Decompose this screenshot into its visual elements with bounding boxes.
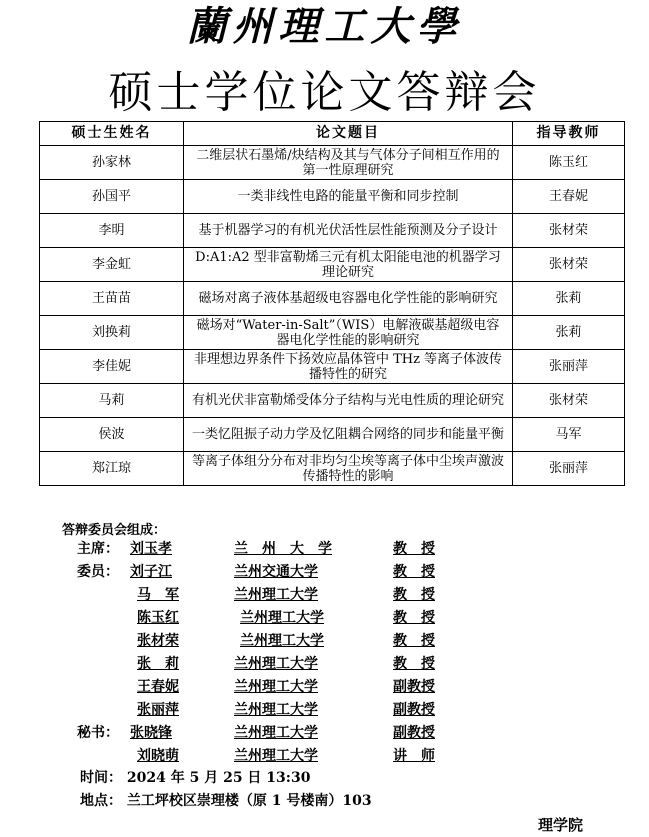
member-rank: 教 授	[393, 633, 435, 649]
member-rank: 教 授	[393, 610, 435, 626]
committee-member	[0, 676, 649, 698]
member-name: 陈玉红	[137, 610, 179, 626]
table-row	[40, 418, 625, 452]
member-role: 委员：	[77, 564, 119, 580]
header-student: 硕士生姓名	[40, 122, 184, 146]
defense-table	[39, 121, 625, 486]
thesis-topic: 基于机器学习的有机光伏活性层性能预测及分子设计	[184, 214, 513, 248]
member-rank: 教 授	[393, 587, 435, 603]
student-name: 王苗苗	[40, 282, 184, 316]
student-name: 李明	[40, 214, 184, 248]
advisor-name: 张材荣	[513, 248, 625, 282]
member-rank: 教 授	[393, 656, 435, 672]
member-name: 张材荣	[137, 633, 179, 649]
thesis-topic: 等离子体组分分布对非均匀尘埃等离子体中尘埃声激波传播特性的影响	[184, 452, 513, 486]
member-org: 兰 州 大 学	[234, 541, 332, 557]
committee-member	[0, 538, 649, 560]
member-org: 兰州理工大学	[234, 679, 318, 695]
member-org: 兰州理工大学	[234, 702, 318, 718]
member-name: 张晓锋	[130, 725, 172, 741]
member-role: 秘书：	[77, 725, 119, 741]
member-rank: 副教授	[393, 725, 435, 741]
member-org: 兰州理工大学	[234, 587, 318, 603]
student-name: 郑江琼	[40, 452, 184, 486]
member-rank: 副教授	[393, 702, 435, 718]
thesis-topic: 磁场对“Water-in-Salt”（WIS）电解液碳基超级电容器电化学性能的影响研究	[184, 316, 513, 350]
student-name: 孙国平	[40, 180, 184, 214]
thesis-topic: 一类非线性电路的能量平衡和同步控制	[184, 180, 513, 214]
committee-member	[0, 561, 649, 583]
student-name: 刘换莉	[40, 316, 184, 350]
university-name: 蘭州理工大學	[186, 3, 463, 50]
student-name: 孙家林	[40, 146, 184, 180]
committee-member	[0, 630, 649, 652]
committee-member	[0, 653, 649, 675]
student-name: 侯波	[40, 418, 184, 452]
member-org: 兰州理工大学	[234, 656, 318, 672]
table-row	[40, 316, 625, 350]
committee-heading: 答辩委员会组成：	[62, 523, 167, 538]
student-name: 李佳妮	[40, 350, 184, 384]
page-title: 硕士学位论文答辩会	[108, 67, 541, 118]
defense-location: 地点： 兰工坪校区崇理楼（原 1 号楼南）103	[80, 793, 372, 809]
header-advisor: 指导教师	[513, 122, 625, 146]
thesis-topic: 一类忆阻振子动力学及忆阻耦合网络的同步和能量平衡	[184, 418, 513, 452]
advisor-name: 陈玉红	[513, 146, 625, 180]
member-name: 刘玉孝	[130, 541, 172, 557]
member-org: 兰州理工大学	[240, 610, 324, 626]
member-rank: 教 授	[393, 564, 435, 580]
member-name: 马 军	[137, 587, 179, 603]
member-org: 兰州理工大学	[240, 633, 324, 649]
table-header-row	[40, 122, 625, 146]
member-name: 刘子江	[130, 564, 172, 580]
table-row	[40, 350, 625, 384]
advisor-name: 马军	[513, 418, 625, 452]
table-row	[40, 146, 625, 180]
committee-member	[0, 607, 649, 629]
thesis-topic: 磁场对离子液体基超级电容器电化学性能的影响研究	[184, 282, 513, 316]
member-rank: 讲 师	[393, 748, 435, 764]
committee-member	[0, 584, 649, 606]
table-row	[40, 248, 625, 282]
member-role: 主席：	[77, 541, 119, 557]
table-row	[40, 384, 625, 418]
member-org: 兰州理工大学	[234, 748, 318, 764]
table-row	[40, 180, 625, 214]
school-name: 理学院	[538, 816, 584, 834]
table-row	[40, 214, 625, 248]
member-name: 张丽萍	[137, 702, 179, 718]
thesis-topic: D:A1:A2 型非富勒烯三元有机太阳能电池的机器学习理论研究	[184, 248, 513, 282]
thesis-topic: 非理想边界条件下扬效应晶体管中 THz 等离子体波传播特性的研究	[184, 350, 513, 384]
advisor-name: 张莉	[513, 316, 625, 350]
advisor-name: 张材荣	[513, 214, 625, 248]
member-rank: 副教授	[393, 679, 435, 695]
advisor-name: 张丽萍	[513, 452, 625, 486]
member-rank: 教 授	[393, 541, 435, 557]
student-name: 马莉	[40, 384, 184, 418]
table-row	[40, 452, 625, 486]
member-name: 刘晓萌	[137, 748, 179, 764]
advisor-name: 张丽萍	[513, 350, 625, 384]
advisor-name: 王春妮	[513, 180, 625, 214]
committee-member	[0, 699, 649, 721]
table-row	[40, 282, 625, 316]
committee-member	[0, 722, 649, 744]
advisor-name: 张莉	[513, 282, 625, 316]
thesis-topic: 有机光伏非富勒烯受体分子结构与光电性质的理论研究	[184, 384, 513, 418]
student-name: 李金虹	[40, 248, 184, 282]
thesis-topic: 二维层状石墨烯/炔结构及其与气体分子间相互作用的第一性原理研究	[184, 146, 513, 180]
advisor-name: 张材荣	[513, 384, 625, 418]
member-org: 兰州交通大学	[234, 564, 318, 580]
member-name: 张 莉	[137, 656, 179, 672]
member-name: 王春妮	[137, 679, 179, 695]
header-topic: 论文题目	[184, 122, 513, 146]
committee-member	[0, 745, 649, 767]
member-org: 兰州理工大学	[234, 725, 318, 741]
defense-time: 时间： 2024 年 5 月 25 日 13:30	[80, 770, 311, 786]
